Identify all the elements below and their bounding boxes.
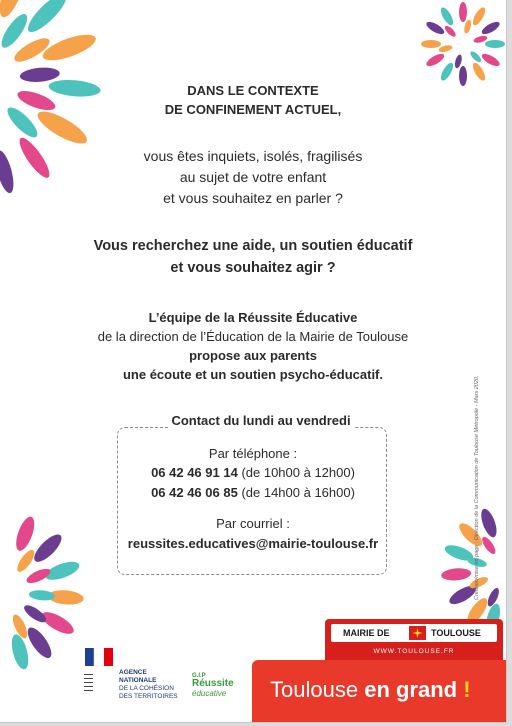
banner-word-2: en grand [364, 677, 458, 702]
team-line-1: L’équipe de la Réussite Éducative [148, 310, 358, 325]
mail-label: Par courriel : [216, 516, 290, 531]
phone-hours-1: (de 10h00 à 12h00) [241, 465, 355, 480]
republique-text-block: ▬▬▬ ▬▬▬ ▬▬▬ ▬▬▬ ▬▬▬ [84, 672, 93, 692]
agency-line-4: DES TERRITOIRES [119, 693, 178, 700]
phone-label: Par téléphone : [208, 446, 298, 461]
flower-burst-top-right [418, 2, 507, 92]
mairie-left-text: MAIRIE DE [343, 628, 390, 638]
mairie-label-box [331, 624, 497, 642]
agency-logo [119, 669, 178, 701]
phone-row-1 [0, 465, 506, 480]
team-line-3: propose aux parents [189, 348, 317, 363]
credit-text: Création/mise en page : Direction de la Communication de Toulouse Métropole - Mars 2020. [474, 375, 480, 600]
mairie-logo [325, 619, 503, 662]
gip-label: G.I.P [192, 673, 206, 679]
educative-label: éducative [192, 689, 227, 698]
phone-row-2 [0, 485, 506, 500]
banner-exclamation: ! [463, 677, 471, 702]
intro-line-1: vous êtes inquiets, isolés, fragilisés [143, 148, 363, 164]
mairie-url[interactable]: WWW.TOULOUSE.FR [373, 648, 455, 655]
intro-text [0, 146, 506, 209]
banner-text [270, 677, 471, 703]
mairie-right-text: TOULOUSE [431, 628, 481, 638]
team-text [0, 308, 506, 384]
heading [0, 81, 506, 119]
phone-hours-2: (de 14h00 à 16h00) [241, 485, 355, 500]
contact-title: Contact du lundi au vendredi [168, 410, 354, 432]
intro-line-2: au sujet de votre enfant [179, 169, 327, 185]
heading-line-1: DANS LE CONTEXTE [187, 83, 319, 98]
toulouse-en-grand-banner [252, 660, 506, 722]
reussite-label: Réussite [192, 678, 234, 689]
phone-number-2[interactable]: 06 42 46 06 85 [151, 485, 238, 500]
question-text [0, 235, 506, 279]
agency-line-1: AGENCE [119, 669, 147, 676]
question-line-1: Vous recherchez une aide, un soutien éducatif [93, 238, 413, 254]
banner-word-1: Toulouse [270, 677, 359, 702]
team-line-2: de la direction de l’Éducation de la Mairie de Toulouse [97, 329, 409, 344]
email-link[interactable]: reussites.educatives@mairie-toulouse.fr [127, 536, 379, 551]
agency-line-2: NATIONALE [119, 677, 157, 684]
phone-number-1[interactable]: 06 42 46 91 14 [151, 465, 238, 480]
reussite-educative-logo [192, 673, 242, 698]
intro-line-3: et vous souhaitez en parler ? [163, 190, 343, 206]
marianne-flag-icon [85, 648, 113, 670]
agency-line-3: DE LA COHÉSION [119, 685, 174, 692]
question-line-2: et vous souhaitez agir ? [170, 260, 336, 276]
heading-line-2: DE CONFINEMENT ACTUEL, [164, 102, 342, 117]
occitan-cross-icon [409, 626, 426, 640]
team-line-4: une écoute et un soutien psycho-éducatif. [122, 367, 384, 382]
